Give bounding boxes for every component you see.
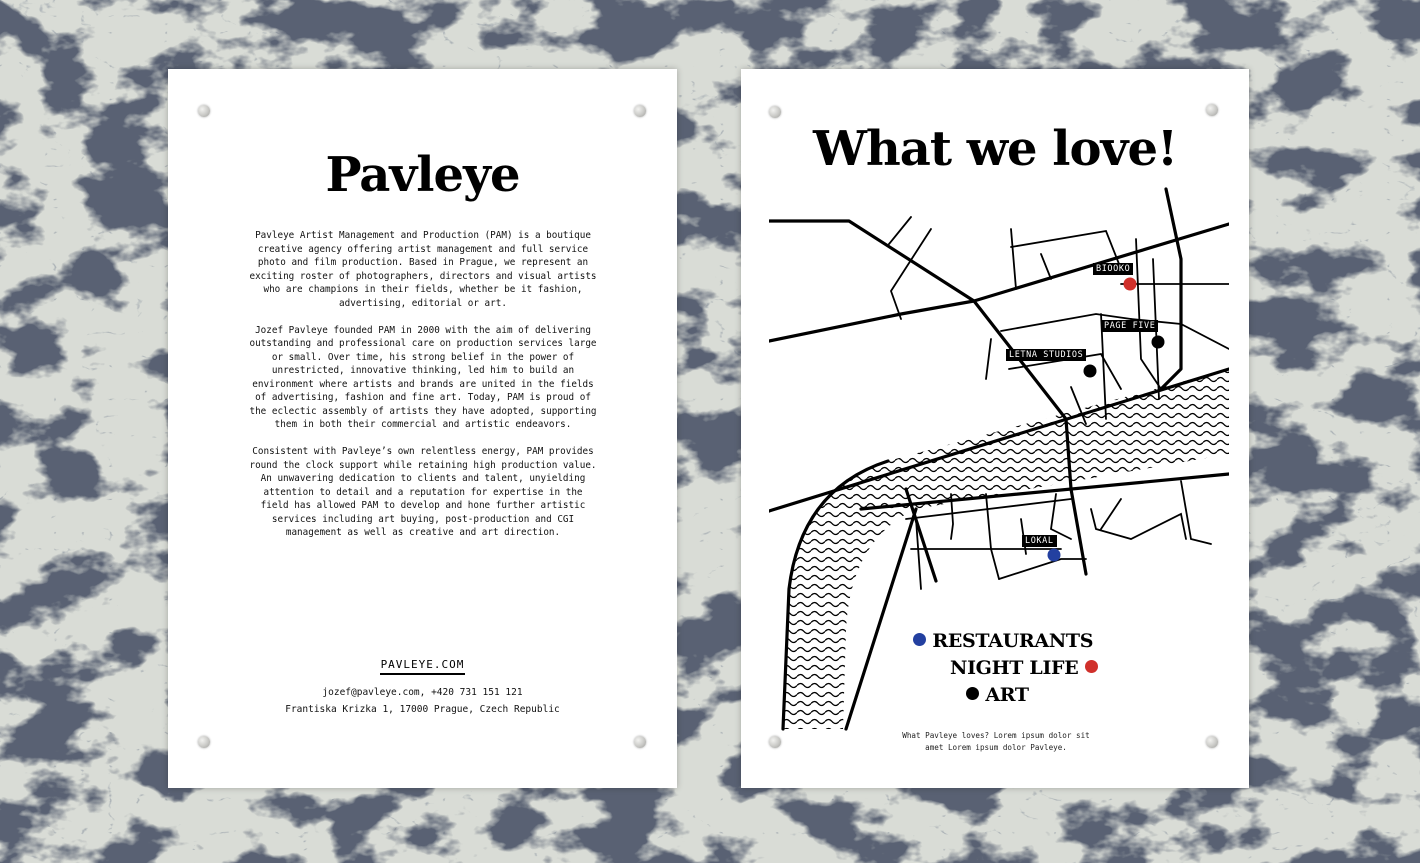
poster-title: Pavleye — [325, 147, 520, 203]
website-link[interactable]: PAVLEYE.COM — [380, 658, 466, 675]
map-label-lokal[interactable]: LOKAL — [1022, 535, 1057, 547]
map-marker-dot-icon — [966, 687, 979, 700]
about-body — [248, 229, 598, 553]
map-marker-dot-icon[interactable] — [1084, 365, 1097, 378]
legend-restaurants — [913, 630, 1093, 652]
legend-night-life-label: NIGHT LIFE — [950, 657, 1079, 679]
thumbtack-pin-icon — [634, 105, 646, 117]
contact-line: jozef@pavleye.com, +420 731 151 121 — [322, 687, 523, 698]
thumbtack-pin-icon — [198, 736, 210, 748]
map-marker-dot-icon[interactable] — [1048, 549, 1061, 562]
map-label-page-five[interactable]: PAGE FIVE — [1101, 320, 1158, 332]
legend-night-life — [950, 657, 1098, 679]
thumbtack-pin-icon — [198, 105, 210, 117]
legend-art — [966, 684, 1029, 706]
about-paragraph: Jozef Pavleye founded PAM in 2000 with the aim of delivering outstanding and professional care on production services large or small. Over time, his strong belief in the power of unrestricted, innovative thinking, led him to build an environment where artists and brands are united in the fields of advertising, fashion and fine art. Today, PAM is proud of the eclectic assembly of artists they have adopted, supporting them in both their commercial and artistic endeavors. — [249, 324, 597, 430]
poster-title: What we love! — [812, 121, 1178, 177]
city-map — [741, 69, 1249, 788]
map-marker-dot-icon — [913, 633, 926, 646]
legend-restaurants-label: RESTAURANTS — [932, 630, 1094, 652]
map-label-biooko[interactable]: BIOOKO — [1093, 263, 1133, 275]
thumbtack-pin-icon — [634, 736, 646, 748]
map-poster — [741, 69, 1249, 788]
website-link-wrap — [168, 658, 677, 671]
about-paragraph: Consistent with Pavleye’s own relentless energy, PAM provides round the clock support while retaining high production value. An unwavering dedication to clients and talent, unyielding attention to detail and a reputation for expertise in the field has allowed PAM to develop and hone further artistic services including art buying, post-production and CGI management as well as creative and art direction. — [249, 446, 597, 538]
map-marker-dot-icon[interactable] — [1152, 336, 1165, 349]
about-poster — [168, 69, 677, 788]
map-label-letna-studios[interactable]: LETNA STUDIOS — [1006, 349, 1086, 361]
map-marker-dot-icon — [1085, 660, 1098, 673]
contact-address: Frantiska Krizka 1, 17000 Prague, Czech Republic — [285, 704, 560, 715]
map-marker-dot-icon[interactable] — [1124, 278, 1137, 291]
map-caption: What Pavleye loves? Lorem ipsum dolor sit amet Lorem ipsum dolor Pavleye. — [902, 731, 1090, 752]
about-paragraph: Pavleye Artist Management and Production (PAM) is a boutique creative agency offering artist management and full service photo and film production. Based in Prague, we represent an exciting roster of photographers, directors and visual artists who are champions in their fields, whether be it fashion, advertising, editorial or art. — [249, 230, 597, 309]
legend-art-label: ART — [985, 684, 1029, 706]
